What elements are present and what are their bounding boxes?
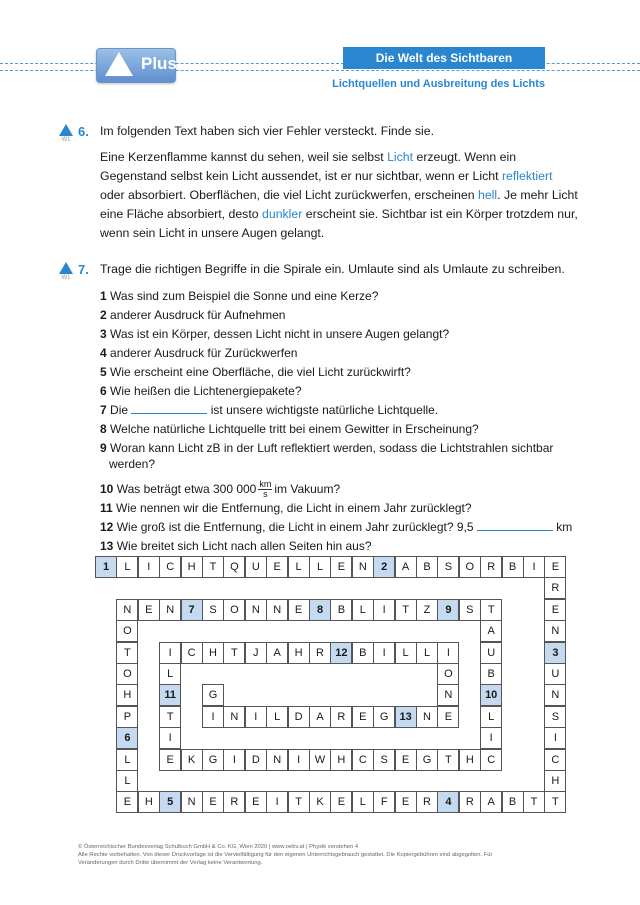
triangle-icon	[59, 262, 73, 274]
letter-cell[interactable]: G	[373, 706, 395, 728]
letter-cell[interactable]: E	[395, 791, 417, 813]
letter-cell[interactable]: N	[181, 791, 203, 813]
task6-text-line	[100, 167, 580, 186]
question-10: 10 Was beträgt etwa 300 000 $\frac{km}{s}$ im Vakuum?	[100, 479, 341, 500]
letter-cell[interactable]: N	[245, 599, 267, 621]
highlighted-word: hell	[478, 188, 498, 202]
plus-logo	[96, 48, 176, 83]
question-11: 11 Wie nennen wir die Entfernung, die Licht in einem Jahr zurücklegt?	[100, 501, 472, 516]
footer	[78, 843, 578, 867]
letter-cell[interactable]: H	[459, 749, 481, 771]
clue-number-cell: 5	[159, 791, 181, 813]
letter-cell[interactable]: I	[245, 706, 267, 728]
letter-cell[interactable]: I	[373, 642, 395, 664]
letter-cell[interactable]: F	[373, 791, 395, 813]
letter-cell[interactable]: I	[202, 706, 224, 728]
letter-cell[interactable]: R	[223, 791, 245, 813]
letter-cell[interactable]: J	[245, 642, 267, 664]
letter-cell[interactable]: I	[523, 556, 545, 578]
clue-number-cell: 8	[309, 599, 331, 621]
task6-level-badge: W1	[59, 124, 73, 136]
letter-cell[interactable]: E	[288, 599, 310, 621]
letter-cell[interactable]: L	[352, 791, 374, 813]
triangle-icon	[105, 52, 133, 76]
letter-cell[interactable]: G	[202, 684, 224, 706]
letter-cell[interactable]: U	[245, 556, 267, 578]
footer-rights: Alle Rechte vorbehalten. Von dieser Druckvorlage ist die Vervielfältigung für den eigenen Unterrichtsgebrauch gestattet. Die Kopiergebühren sind abgegolten. Für	[78, 852, 493, 858]
task6-text-line	[100, 205, 580, 224]
letter-cell[interactable]: T	[523, 791, 545, 813]
text-segment: Gegenstand selbst kein Licht aussendet, ist er nur sichtbar, wenn er Licht	[100, 169, 502, 183]
letter-cell[interactable]: E	[544, 556, 566, 578]
text-segment: wenn sein Licht in unsere Augen gelangt.	[100, 226, 325, 240]
task6-text	[100, 148, 580, 243]
clue-number-cell: 4	[437, 791, 459, 813]
letter-cell[interactable]: E	[330, 791, 352, 813]
task7-title: Trage die richtigen Begriffe in die Spirale ein. Umlaute sind als Umlaute zu schreiben.	[100, 262, 565, 276]
letter-cell[interactable]: B	[502, 791, 524, 813]
clue-number-cell: 6	[116, 727, 138, 749]
letter-cell[interactable]: S	[373, 749, 395, 771]
letter-cell[interactable]: C	[159, 556, 181, 578]
letter-cell[interactable]: D	[245, 749, 267, 771]
task6-text-line	[100, 148, 580, 167]
km-per-s-fraction: $\frac{km}{s}$	[259, 479, 272, 500]
letter-cell[interactable]: A	[395, 556, 417, 578]
question-4: 4 anderer Ausdruck für Zurückwerfen	[100, 346, 298, 360]
letter-cell[interactable]: R	[330, 706, 352, 728]
question-6: 6 Wie heißen die Lichtenergiepakete?	[100, 384, 302, 398]
letter-cell[interactable]: T	[223, 642, 245, 664]
answer-blank[interactable]	[477, 518, 553, 531]
letter-cell[interactable]: L	[288, 556, 310, 578]
letter-cell[interactable]: S	[544, 706, 566, 728]
task6-title: Im folgenden Text haben sich vier Fehler versteckt. Finde sie.	[100, 124, 435, 138]
answer-blank[interactable]	[131, 401, 207, 414]
letter-cell[interactable]: I	[480, 727, 502, 749]
letter-cell[interactable]: I	[138, 556, 160, 578]
letter-cell[interactable]: I	[437, 642, 459, 664]
task6-text-line	[100, 186, 580, 205]
letter-cell[interactable]: N	[437, 684, 459, 706]
chapter-banner: Die Welt des Sichtbaren	[343, 47, 545, 69]
letter-cell[interactable]: G	[202, 749, 224, 771]
letter-cell[interactable]: A	[480, 791, 502, 813]
text-segment: erscheint sie. Sichtbar ist ein Körper trotzdem nur,	[302, 207, 578, 221]
letter-cell[interactable]: E	[116, 791, 138, 813]
text-segment: . Je mehr Licht	[497, 188, 578, 202]
letter-cell[interactable]: B	[352, 642, 374, 664]
task6-text-line	[100, 224, 580, 243]
question-2: 2 anderer Ausdruck für Aufnehmen	[100, 308, 286, 322]
clue-number-cell: 3	[544, 642, 566, 664]
letter-cell[interactable]: H	[181, 556, 203, 578]
letter-cell[interactable]: L	[480, 706, 502, 728]
letter-cell[interactable]: L	[116, 749, 138, 771]
letter-cell[interactable]: I	[223, 749, 245, 771]
clue-number-cell: 2	[373, 556, 395, 578]
letter-cell[interactable]: U	[544, 663, 566, 685]
question-12: 12 Wie groß ist die Entfernung, die Licht in einem Jahr zurücklegt? 9,5 km	[100, 520, 573, 535]
letter-cell[interactable]: Z	[416, 599, 438, 621]
letter-cell[interactable]: T	[159, 706, 181, 728]
letter-cell[interactable]: E	[266, 556, 288, 578]
footer-disclaimer: Veränderungen durch Dritte übernimmt der Verlag keine Verantwortung.	[78, 860, 263, 866]
letter-cell[interactable]: L	[116, 556, 138, 578]
triangle-icon	[59, 124, 73, 136]
letter-cell[interactable]: L	[266, 706, 288, 728]
letter-cell[interactable]: T	[544, 791, 566, 813]
text-segment: erzeugt. Wenn ein	[413, 150, 517, 164]
letter-cell[interactable]: E	[437, 706, 459, 728]
letter-cell[interactable]: N	[159, 599, 181, 621]
letter-cell[interactable]: E	[202, 791, 224, 813]
letter-cell[interactable]: R	[416, 791, 438, 813]
letter-cell[interactable]: C	[352, 749, 374, 771]
letter-cell[interactable]: A	[266, 642, 288, 664]
letter-cell[interactable]: E	[395, 749, 417, 771]
clue-number-cell: 7	[181, 599, 203, 621]
clue-number-cell: 10	[480, 684, 502, 706]
letter-cell[interactable]: N	[266, 749, 288, 771]
letter-cell[interactable]: O	[116, 620, 138, 642]
letter-cell[interactable]: A	[480, 620, 502, 642]
letter-cell[interactable]: N	[223, 706, 245, 728]
letter-cell[interactable]: E	[352, 706, 374, 728]
clue-number-cell: 1	[95, 556, 117, 578]
question-3: 3 Was ist ein Körper, dessen Licht nicht in unsere Augen gelangt?	[100, 327, 450, 341]
letter-cell[interactable]: H	[116, 684, 138, 706]
letter-cell[interactable]: E	[159, 749, 181, 771]
question-7: 7 Die ist unsere wichtigste natürliche Lichtquelle.	[100, 403, 439, 417]
letter-cell[interactable]: H	[288, 642, 310, 664]
letter-cell[interactable]: R	[480, 556, 502, 578]
letter-cell[interactable]: O	[116, 663, 138, 685]
letter-cell[interactable]: N	[544, 620, 566, 642]
question-1: 1 Was sind zum Beispiel die Sonne und eine Kerze?	[100, 289, 379, 303]
letter-cell[interactable]: L	[116, 770, 138, 792]
letter-cell[interactable]: N	[116, 599, 138, 621]
letter-cell[interactable]: E	[544, 599, 566, 621]
question-9-continued: werden?	[109, 457, 156, 471]
letter-cell[interactable]: R	[544, 577, 566, 599]
letter-cell[interactable]: E	[245, 791, 267, 813]
letter-cell[interactable]: U	[480, 642, 502, 664]
letter-cell[interactable]: R	[309, 642, 331, 664]
letter-cell[interactable]: O	[223, 599, 245, 621]
letter-cell[interactable]: R	[459, 791, 481, 813]
letter-cell[interactable]: T	[116, 642, 138, 664]
highlighted-word: dunkler	[262, 207, 303, 221]
text-segment: eine Fläche absorbiert, desto	[100, 207, 263, 221]
question-13: 13 Wie breitet sich Licht nach allen Seiten hin aus?	[100, 539, 372, 554]
letter-cell[interactable]: C	[480, 749, 502, 771]
letter-cell[interactable]: Q	[223, 556, 245, 578]
letter-cell[interactable]: T	[288, 791, 310, 813]
clue-number-cell: 13	[395, 706, 417, 728]
letter-cell[interactable]: N	[266, 599, 288, 621]
letter-cell[interactable]: B	[330, 599, 352, 621]
letter-cell[interactable]: H	[138, 791, 160, 813]
letter-cell[interactable]: L	[416, 642, 438, 664]
letter-cell[interactable]: I	[373, 599, 395, 621]
letter-cell[interactable]: L	[395, 642, 417, 664]
question-8: 8 Welche natürliche Lichtquelle tritt bei einem Gewitter in Erscheinung?	[100, 422, 479, 436]
letter-cell[interactable]: I	[266, 791, 288, 813]
letter-cell[interactable]: C	[181, 642, 203, 664]
letter-cell[interactable]: I	[159, 642, 181, 664]
task6-number: 6.	[78, 124, 89, 139]
clue-number-cell: 12	[330, 642, 352, 664]
letter-cell[interactable]: B	[502, 556, 524, 578]
letter-cell[interactable]: L	[352, 599, 374, 621]
letter-cell[interactable]: N	[416, 706, 438, 728]
logo-text: Plus	[141, 54, 177, 73]
letter-cell[interactable]: T	[480, 599, 502, 621]
question-5: 5 Wie erscheint eine Oberfläche, die viel Licht zurückwirft?	[100, 365, 411, 379]
task7-level-badge: W1	[59, 262, 73, 274]
text-segment: oder absorbiert. Oberflächen, die viel Licht zurückwerfen, erscheinen	[100, 188, 478, 202]
letter-cell[interactable]: S	[202, 599, 224, 621]
letter-cell[interactable]: L	[159, 663, 181, 685]
clue-number-cell: 11	[159, 684, 181, 706]
question-list	[100, 287, 580, 556]
letter-cell[interactable]: I	[288, 749, 310, 771]
chapter-subtitle: Lichtquellen und Ausbreitung des Lichts	[332, 78, 545, 90]
footer-copyright: © Österreichischer Bundesverlag Schulbuch GmbH & Co. KG, Wien 2020 | www.oebv.at | Physik verstehen 4	[78, 844, 359, 850]
letter-cell[interactable]: K	[309, 791, 331, 813]
letter-cell[interactable]: T	[202, 556, 224, 578]
letter-cell[interactable]: T	[395, 599, 417, 621]
letter-cell[interactable]: H	[330, 749, 352, 771]
letter-cell[interactable]: B	[480, 663, 502, 685]
letter-cell[interactable]: I	[159, 727, 181, 749]
letter-cell[interactable]: N	[352, 556, 374, 578]
letter-cell[interactable]: S	[437, 556, 459, 578]
letter-cell[interactable]: C	[544, 749, 566, 771]
task7-number: 7.	[78, 262, 89, 277]
letter-cell[interactable]: L	[309, 556, 331, 578]
letter-cell[interactable]: O	[437, 663, 459, 685]
letter-cell[interactable]: W	[309, 749, 331, 771]
highlighted-word: reflektiert	[501, 169, 553, 183]
letter-cell[interactable]: G	[416, 749, 438, 771]
letter-cell[interactable]: A	[309, 706, 331, 728]
letter-cell[interactable]: D	[288, 706, 310, 728]
letter-cell[interactable]: S	[459, 599, 481, 621]
letter-cell[interactable]: I	[544, 727, 566, 749]
letter-cell[interactable]: N	[544, 684, 566, 706]
letter-cell[interactable]: O	[459, 556, 481, 578]
letter-cell[interactable]: E	[138, 599, 160, 621]
letter-cell[interactable]: K	[181, 749, 203, 771]
letter-cell[interactable]: H	[544, 770, 566, 792]
letter-cell[interactable]: P	[116, 706, 138, 728]
letter-cell[interactable]: E	[330, 556, 352, 578]
highlighted-word: Licht	[387, 150, 414, 164]
text-segment: Eine Kerzenflamme kannst du sehen, weil sie selbst	[100, 150, 388, 164]
clue-number-cell: 9	[437, 599, 459, 621]
question-9: 9 Woran kann Licht zB in der Luft reflektiert werden, sodass die Lichtstrahlen sichtbar	[100, 441, 554, 455]
letter-cell[interactable]: T	[437, 749, 459, 771]
letter-cell[interactable]: H	[202, 642, 224, 664]
letter-cell[interactable]: B	[416, 556, 438, 578]
